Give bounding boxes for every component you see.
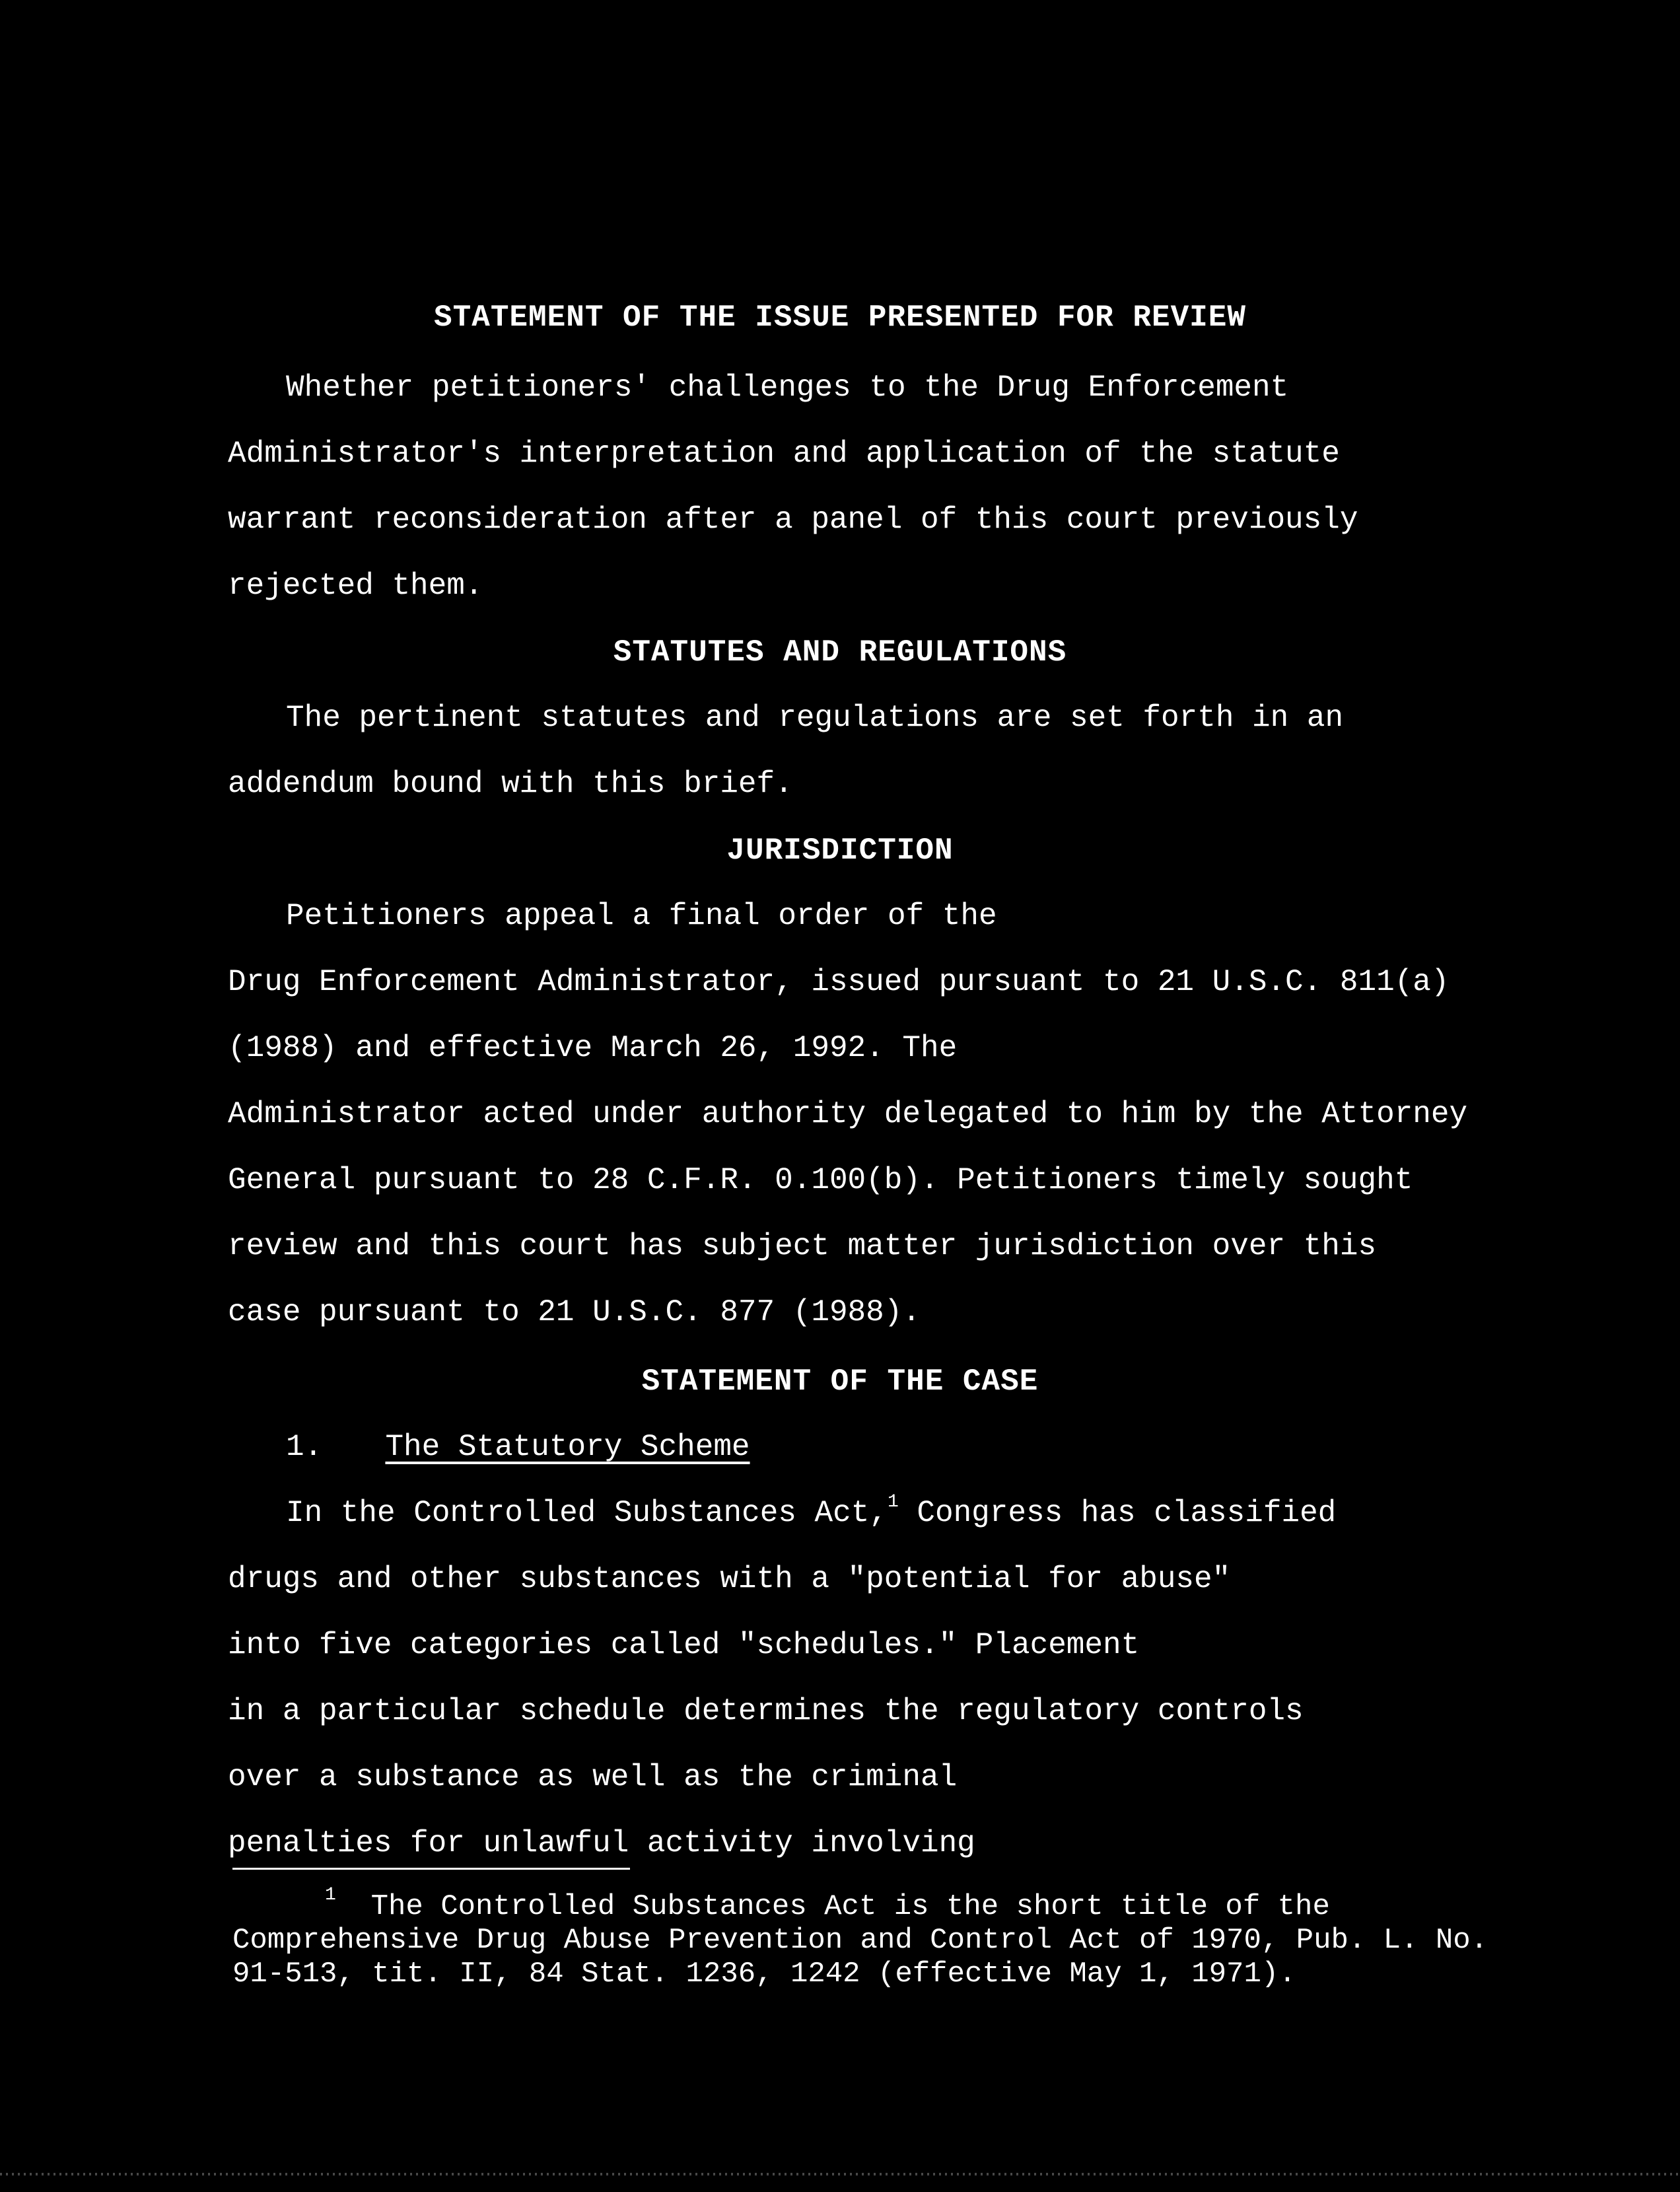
issue-paragraph-line: Whether petitioners' challenges to the Drug Enforcement	[286, 371, 1289, 405]
case-paragraph-line: drugs and other substances with a "potential for abuse"	[228, 1562, 1231, 1596]
heading-jurisdiction: JURISDICTION	[726, 833, 954, 868]
case-paragraph	[228, 1480, 1549, 1876]
heading-statutes: STATUTES AND REGULATIONS	[613, 635, 1067, 670]
case-paragraph-line: over a substance as well as the criminal	[228, 1760, 958, 1794]
footnote-marker: 1	[325, 1885, 336, 1905]
jurisdiction-paragraph-line: Drug Enforcement Administrator, issued pursuant to 21 U.S.C. 811(a)	[228, 965, 1450, 999]
subsection-title: The Statutory Scheme	[385, 1430, 750, 1464]
statutes-paragraph	[228, 685, 1549, 817]
footnote-text: The Controlled Substances Act is the short title of the Comprehensive Drug Abuse Prevention and Control Act of 1970, Pub. L. No. 91-513, tit. II, 84 Stat. 1236, 1242 (effective May 1, 1971).	[232, 1890, 1488, 1991]
issue-paragraph-line: rejected them.	[228, 569, 483, 603]
case-paragraph-line: into five categories called "schedules." Placement	[228, 1628, 1140, 1662]
footnote	[232, 1885, 1520, 1991]
jurisdiction-paragraph-line: case pursuant to 21 U.S.C. 877 (1988).	[228, 1295, 921, 1329]
scan-artifact-line	[0, 2173, 1680, 2175]
issue-paragraph-line: warrant reconsideration after a panel of this court previously	[228, 503, 1358, 537]
case-paragraph-line	[228, 1480, 1549, 1546]
issue-paragraph	[228, 355, 1549, 619]
subsection-number: 1.	[286, 1430, 323, 1464]
case-paragraph-line: in a particular schedule determines the regulatory controls	[228, 1694, 1304, 1728]
jurisdiction-paragraph-line: Administrator acted under authority delegated to him by the Attorney	[228, 1097, 1468, 1131]
subsection-heading	[286, 1430, 750, 1464]
heading-statement-of-case: STATEMENT OF THE CASE	[641, 1364, 1039, 1399]
jurisdiction-paragraph	[228, 883, 1549, 1345]
case-paragraph-line: penalties for unlawful activity involving	[228, 1826, 975, 1860]
jurisdiction-paragraph-line: General pursuant to 28 C.F.R. 0.100(b). Petitioners timely sought	[228, 1163, 1413, 1197]
heading-issue-presented: STATEMENT OF THE ISSUE PRESENTED FOR REVIEW	[434, 301, 1246, 335]
case-text: Congress has classified	[898, 1496, 1337, 1530]
jurisdiction-paragraph-line: review and this court has subject matter jurisdiction over this	[228, 1229, 1377, 1263]
statutes-paragraph-line: The pertinent statutes and regulations are set forth in an	[286, 701, 1344, 735]
jurisdiction-paragraph-line: Petitioners appeal a final order of the	[286, 899, 997, 933]
statutes-paragraph-line: addendum bound with this brief.	[228, 767, 793, 801]
jurisdiction-paragraph-line: (1988) and effective March 26, 1992. The	[228, 1031, 958, 1065]
issue-paragraph-line: Administrator's interpretation and application of the statute	[228, 437, 1340, 471]
footnote-reference: 1	[887, 1492, 899, 1512]
case-lead-text: In the Controlled Substances Act,	[286, 1496, 888, 1530]
